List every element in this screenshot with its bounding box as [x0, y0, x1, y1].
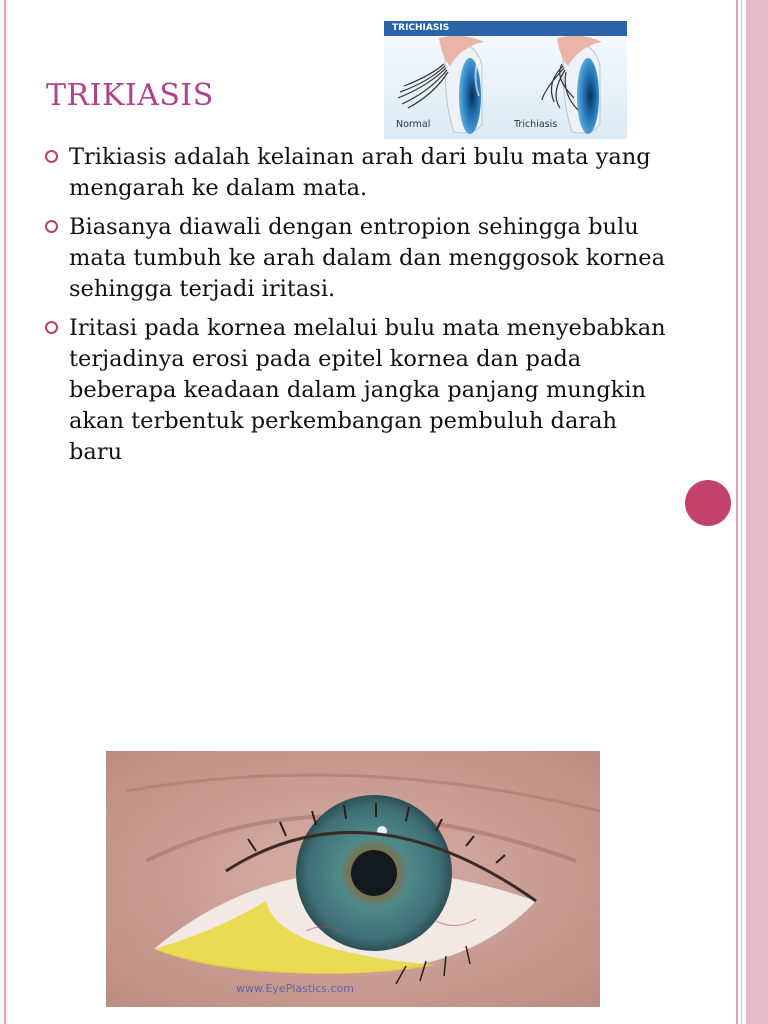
accent-dot — [685, 480, 731, 526]
eye-photo-illustration — [106, 751, 600, 1007]
diagram-label-trichiasis: Trichiasis — [514, 119, 558, 130]
bullet-text: Iritasi pada kornea melalui bulu mata menyebabkan terjadinya erosi pada epitel kornea dan pada beberapa keadaan dalam jangka panjang mungkin akan terbentuk perkembangan pembuluh darah baru — [69, 315, 666, 465]
diagram-header: TRICHIASIS — [384, 21, 627, 36]
bullet-circle-icon — [45, 220, 58, 233]
bullet-text: Biasanya diawali dengan entropion sehingga bulu mata tumbuh ke arah dalam dan menggosok kornea sehingga terjadi iritasi. — [69, 214, 665, 302]
bullet-text: Trikiasis adalah kelainan arah dari bulu mata yang mengarah ke dalam mata. — [69, 144, 651, 201]
bullet-item — [44, 313, 672, 468]
bullet-list — [44, 142, 672, 476]
bullet-circle-icon — [45, 321, 58, 334]
slide-title: TRIKIASIS — [46, 78, 214, 113]
bullet-circle-icon — [45, 150, 58, 163]
bullet-item — [44, 212, 672, 305]
diagram-label-normal: Normal — [396, 119, 431, 130]
photo-watermark: www.EyePlastics.com — [236, 982, 355, 995]
bullet-item — [44, 142, 672, 204]
left-edge-decoration — [0, 0, 8, 1024]
eye-photo — [106, 751, 600, 1007]
right-border-stripes — [736, 0, 768, 1024]
trichiasis-diagram — [384, 21, 627, 139]
